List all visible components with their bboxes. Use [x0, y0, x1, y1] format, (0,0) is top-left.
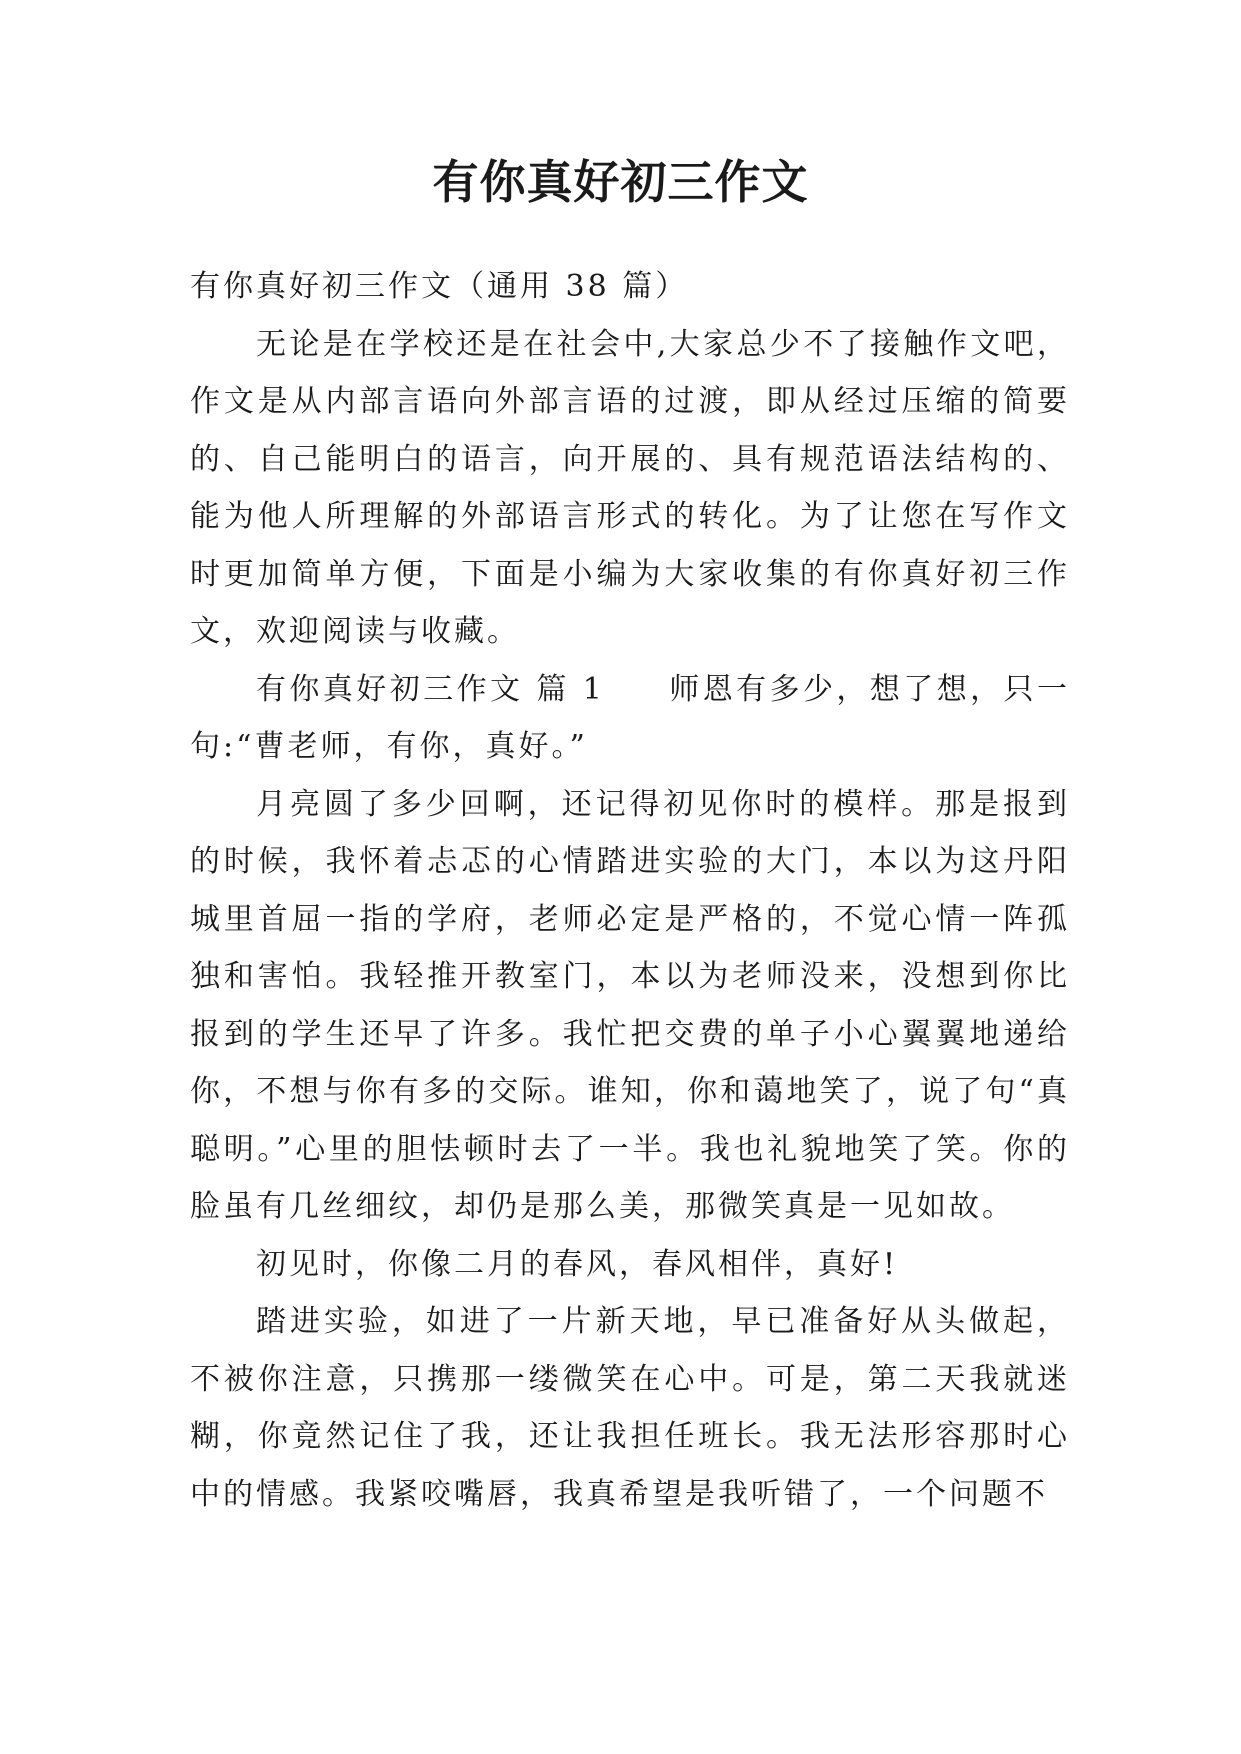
- section-first-text: 师恩有多少，想了想，只一句:“曹老师，有你，真好。”: [190, 671, 1070, 764]
- document-body: [190, 258, 1070, 1523]
- body-paragraph-1: 月亮圆了多少回啊，还记得初见你时的模样。那是报到的时候，我怀着忐忑的心情踏进实验的大门，本以为这丹阳城里首屈一指的学府，老师必定是严格的，不觉心情一阵孤独和害怕。我轻推开教室门，本以为老师没来，没想到你比报到的学生还早了许多。我忙把交费的单子小心翼翼地递给你，不想与你有多的交际。谁知，你和蔼地笑了，说了句“真聪明。”心里的胆怯顿时去了一半。我也礼貌地笑了笑。你的脸虽有几丝细纹，却仍是那么美，那微笑真是一见如故。: [190, 786, 1070, 1224]
- document-title: 有你真好初三作文: [432, 155, 809, 209]
- intro-paragraph: 无论是在学校还是在社会中,大家总少不了接触作文吧，作文是从内部言语向外部言语的过渡，即从经过压缩的简要的、自己能明白的语言，向开展的、具有规范语法结构的、能为他人所理解的外部语言形式的转化。为了让您在写作文时更加简单方便，下面是小编为大家收集的有你真好初三作文，欢迎阅读与收藏。: [190, 326, 1070, 649]
- body-paragraph-3: 踏进实验，如进了一片新天地，早已准备好从头做起，不被你注意，只携那一缕微笑在心中。可是，第二天我就迷糊，你竟然记住了我，还让我担任班长。我无法形容那时心中的情感。我紧咬嘴唇，我真希望是我听错了，一个问题不: [190, 1304, 1070, 1512]
- body-paragraph-2: 初见时，你像二月的春风，春风相伴，真好!: [256, 1246, 899, 1282]
- document-subtitle: 有你真好初三作文（通用 38 篇）: [190, 269, 689, 304]
- section-paragraph: [190, 661, 1070, 776]
- section-heading: 有你真好初三作文 篇 1: [256, 671, 605, 707]
